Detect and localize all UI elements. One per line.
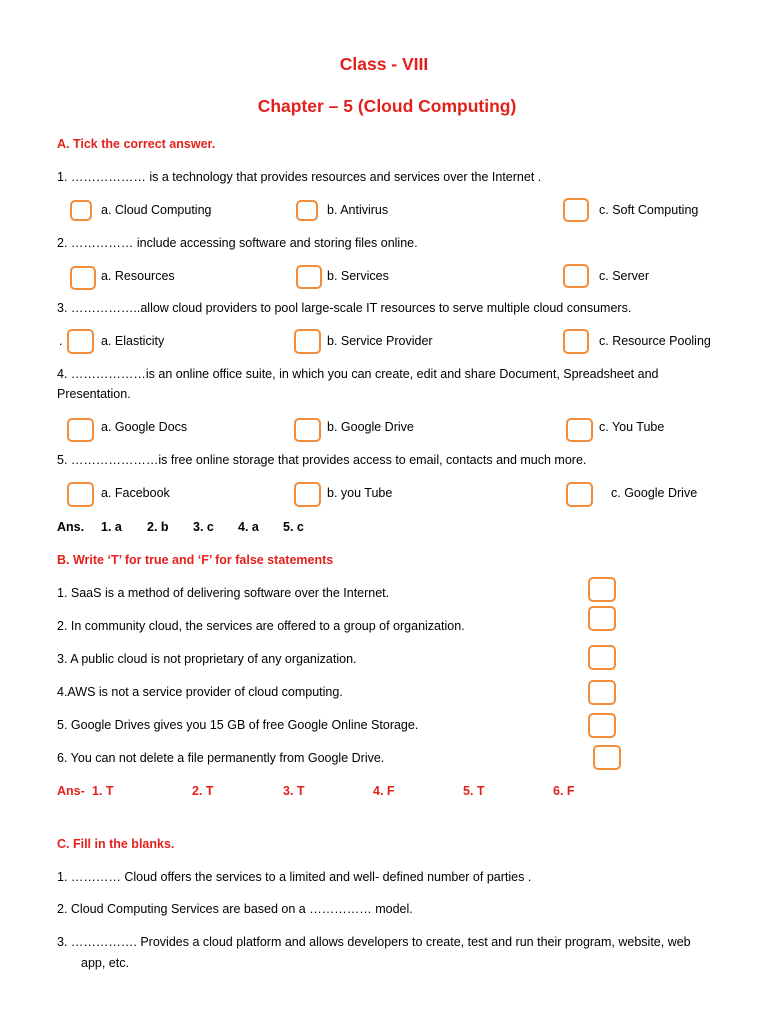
statement-4: 4.AWS is not a service provider of cloud computing. [57,685,343,699]
blank-item-2: 2. Cloud Computing Services are based on a …………… model. [57,902,413,916]
tf-answer-item: 6. F [553,784,575,798]
option-checkbox[interactable] [296,265,322,289]
option-checkbox[interactable] [70,200,92,221]
statement-2: 2. In community cloud, the services are offered to a group of organization. [57,619,465,633]
tf-answer-box[interactable] [588,606,616,631]
option-label: c. Server [599,269,650,283]
blank-item-3: 3. ……………. Provides a cloud platform and allows developers to create, test and run their program, website, web [57,935,691,949]
statement-1: 1. SaaS is a method of delivering software over the Internet. [57,586,390,600]
statement-5: 5. Google Drives gives you 15 GB of free Google Online Storage. [57,718,419,732]
option-checkbox[interactable] [296,200,318,221]
option-checkbox[interactable] [294,482,321,507]
question-3-text: 3. ……………..allow cloud providers to pool large-scale IT resources to serve multiple cloud consumers. [57,301,632,315]
question-1-text: 1. ……………… is a technology that provides resources and services over the Internet . [57,170,542,184]
section-c-heading: C. Fill in the blanks. [57,837,175,851]
option-checkbox[interactable] [566,418,593,442]
option-label: c. Google Drive [611,486,698,500]
section-a-heading: A. Tick the correct answer. [57,137,216,151]
tf-answer-box[interactable] [588,713,616,738]
option-checkbox[interactable] [67,482,94,507]
stray-dot: . [59,334,63,348]
statement-3: 3. A public cloud is not proprietary of any organization. [57,652,357,666]
answer-item: 5. c [283,520,304,534]
blank-item-1: 1. ………… Cloud offers the services to a limited and well- defined number of parties . [57,870,532,884]
option-label: b. Antivirus [327,203,389,217]
option-checkbox[interactable] [67,329,94,354]
tf-answer-box[interactable] [588,680,616,705]
tf-answer-item: 1. T [92,784,114,798]
tf-answer-item: 3. T [283,784,305,798]
tf-answer-box[interactable] [588,577,616,602]
option-label: c. You Tube [599,420,665,434]
option-label: c. Soft Computing [599,203,699,217]
option-checkbox[interactable] [294,418,321,442]
option-label: b. you Tube [327,486,393,500]
tf-answer-box[interactable] [593,745,621,770]
chapter-title: Chapter – 5 (Cloud Computing) [257,96,517,116]
option-checkbox[interactable] [563,198,589,222]
option-label: a. Resources [101,269,175,283]
option-checkbox[interactable] [563,329,589,354]
blank-item-3-cont: app, etc. [81,956,129,970]
tf-answer-item: 2. T [192,784,214,798]
option-label: b. Services [327,269,389,283]
question-5-text: 5. …………………is free online storage that provides access to email, contacts and much more. [57,453,587,467]
tf-answer-box[interactable] [588,645,616,670]
option-label: a. Cloud Computing [101,203,212,217]
option-checkbox[interactable] [67,418,94,442]
section-b-heading: B. Write ‘T’ for true and ‘F’ for false statements [57,553,334,567]
question-2-text: 2. …………… include accessing software and storing files online. [57,236,418,250]
tf-answers-label: Ans- [57,784,85,798]
question-4-text: 4. ………………is an online office suite, in which you can create, edit and share Document, Spreadsheet and [57,367,659,381]
option-checkbox[interactable] [294,329,321,354]
option-label: b. Service Provider [327,334,433,348]
option-label: b. Google Drive [327,420,414,434]
class-title: Class - VIII [339,54,429,74]
tf-answer-item: 4. F [373,784,395,798]
answer-item: 1. a [101,520,122,534]
answer-item: 3. c [193,520,214,534]
answer-item: 4. a [238,520,259,534]
option-label: a. Facebook [101,486,170,500]
option-label: a. Google Docs [101,420,188,434]
tf-answer-item: 5. T [463,784,485,798]
answer-item: 2. b [147,520,169,534]
option-checkbox[interactable] [563,264,589,288]
option-checkbox[interactable] [566,482,593,507]
answers-label: Ans. [57,520,85,534]
option-label: c. Resource Pooling [599,334,711,348]
option-checkbox[interactable] [70,266,96,290]
statement-6: 6. You can not delete a file permanently from Google Drive. [57,751,385,765]
question-4-text-cont: Presentation. [57,387,131,401]
option-label: a. Elasticity [101,334,165,348]
